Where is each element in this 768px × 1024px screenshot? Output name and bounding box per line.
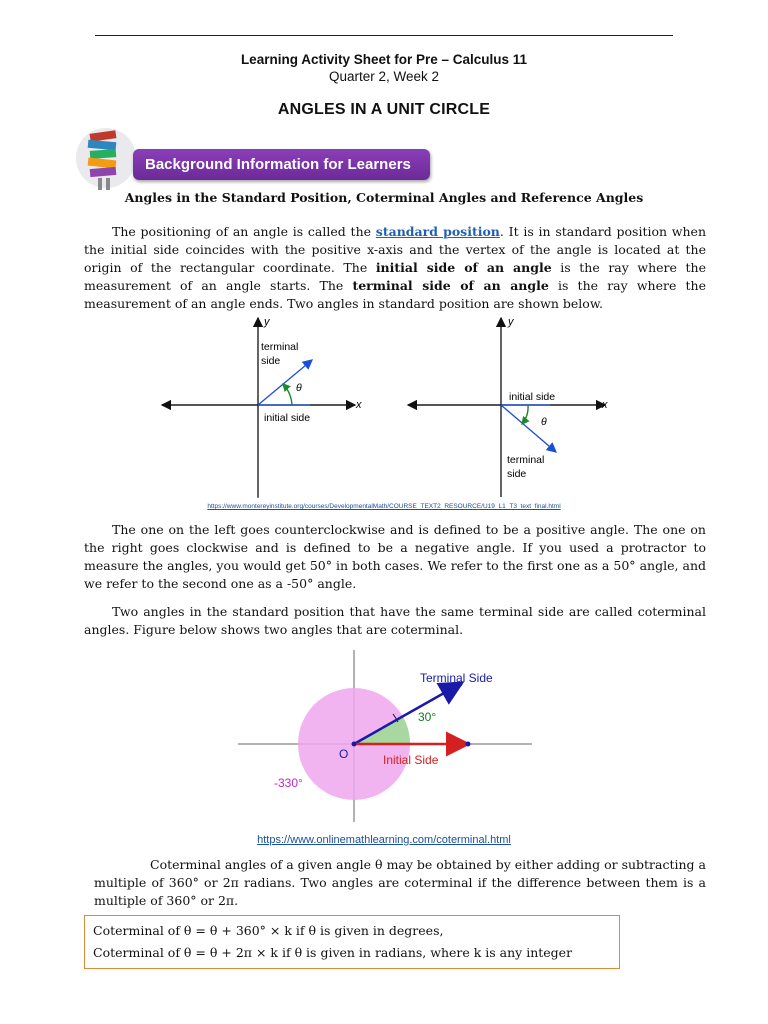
figure1-source-link[interactable]: https://www.montereyinstitute.org/courses/DevelopmentalMath/COURSE_TEXT2_RESOURCE/U19_L1_T3_text_final.html	[207, 503, 561, 510]
initial-side-label: Initial Side	[383, 753, 439, 767]
paragraph-coterminal-intro: Two angles in the standard position that have the same terminal side are called coterminal angles. Figure below shows two angles that are coterminal.	[84, 604, 706, 637]
right-theta-label: θ	[541, 416, 547, 428]
banner-label: Background Information for Learners	[145, 156, 411, 173]
standard-position-figure	[150, 312, 620, 502]
negative-angle-label: -330°	[274, 776, 303, 790]
right-terminal-label-1: terminal	[507, 454, 545, 466]
formula-degrees: Coterminal of θ = θ + 360° × k if θ is given in degrees,	[93, 923, 444, 938]
terminal-side-label: Terminal Side	[420, 671, 493, 685]
right-x-label: x	[602, 399, 608, 411]
sheet-title: Learning Activity Sheet for Pre – Calculus 11	[240, 52, 528, 67]
coterminal-figure	[238, 648, 534, 824]
positive-angle-label: 30°	[418, 710, 437, 724]
paragraph-standard-position	[84, 223, 706, 313]
coterminal-formula-box	[84, 915, 620, 969]
left-x-label: x	[356, 399, 362, 411]
para1-text-2: . It is in standard position when the initial side coincides with the positive x-axis and the vertex of the angle is located at the origin of the rectangular coordinate. The	[84, 224, 706, 275]
terminal-side-term: terminal side of an angle	[352, 278, 549, 293]
left-theta-label: θ	[296, 382, 302, 394]
left-terminal-label-1: terminal	[261, 341, 299, 353]
sheet-subtitle: Quarter 2, Week 2	[328, 69, 440, 84]
paragraph-positive-negative: The one on the left goes counterclockwise and is defined to be a positive angle. The one on the right goes clockwise and is defined to be a negative angle. If you used a protractor to measure the angles, you would get 50° in both cases. We refer to the first one as a 50° angle, and we refer to the second one as a -50° angle.	[84, 522, 706, 591]
paragraph-coterminal-rule: Coterminal angles of a given angle θ may be obtained by either adding or subtracting a multiple of 360° or 2π radians. Two angles are coterminal if the difference between them is a multiple of 360° or 2π.	[94, 857, 706, 908]
para1-text-4: is the ray where the measurement of an angle ends. Two angles in standard position are shown below.	[84, 278, 706, 311]
negative-angle-diagram	[408, 316, 608, 497]
initial-side-term: initial side of an angle	[375, 260, 552, 275]
formula-radians: Coterminal of θ = θ + 2π × k if θ is given in radians, where k is any integer	[93, 945, 573, 960]
section-heading: Angles in the Standard Position, Coterminal Angles and Reference Angles	[124, 190, 644, 205]
positive-angle-diagram	[162, 316, 362, 498]
right-initial-label: initial side	[509, 391, 556, 403]
right-terminal-label-2: side	[507, 468, 527, 480]
background-info-banner	[133, 149, 430, 180]
standard-position-link[interactable]: standard position	[375, 224, 500, 239]
left-y-label: y	[264, 316, 270, 328]
left-terminal-label-2: side	[261, 355, 281, 367]
top-rule	[95, 35, 673, 36]
topic-title: ANGLES IN A UNIT CIRCLE	[277, 101, 491, 118]
right-y-label: y	[508, 316, 514, 328]
origin-label: O	[339, 747, 349, 761]
left-initial-label: initial side	[264, 412, 311, 424]
para1-text-1: The positioning of an angle is called the	[112, 224, 376, 239]
para1-text-3: is the ray where the measurement of an angle starts. The	[84, 260, 706, 293]
figure2-source-link[interactable]: https://www.onlinemathlearning.com/coterminal.html	[257, 834, 511, 846]
